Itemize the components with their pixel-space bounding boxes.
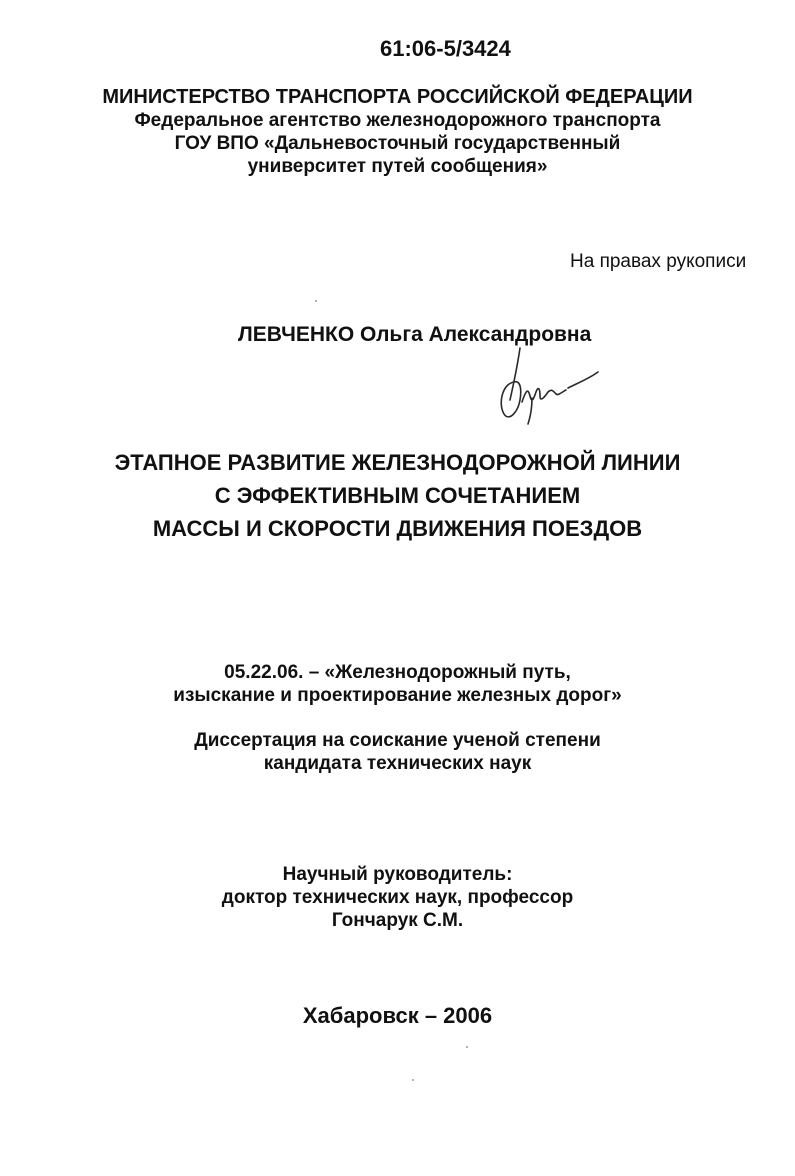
dissertation-title-line2: С ЭФФЕКТИВНЫМ СОЧЕТАНИЕМ — [214, 483, 581, 508]
author-name: ЛЕВЧЕНКО Ольга Александровна — [238, 323, 592, 346]
degree-line1: Диссертация на соискание ученой степени — [194, 730, 601, 751]
ministry-name: МИНИСТЕРСТВО ТРАНСПОРТА РОССИЙСКОЙ ФЕДЕРАЦИИ — [102, 86, 693, 108]
scan-speck — [315, 300, 317, 302]
registry-number: 61:06-5/3424 — [380, 36, 511, 61]
supervisor-name: Гончарук С.М. — [331, 910, 464, 931]
dissertation-title-line3: МАССЫ И СКОРОСТИ ДВИЖЕНИЯ ПОЕЗДОВ — [152, 516, 643, 541]
scan-speck — [412, 1079, 414, 1081]
supervisor-label: Научный руководитель: — [282, 864, 513, 885]
agency-name: Федеральное агентство железнодорожного транспорта — [134, 110, 661, 131]
specialty-code-line1: 05.22.06. – «Железнодорожный путь, — [224, 662, 571, 683]
university-name-line2: университет путей сообщения» — [247, 156, 548, 177]
university-name-line1: ГОУ ВПО «Дальневосточный государственный — [174, 133, 621, 154]
dissertation-title-line1: ЭТАПНОЕ РАЗВИТИЕ ЖЕЛЕЗНОДОРОЖНОЙ ЛИНИИ — [114, 450, 681, 475]
supervisor-degree: доктор технических наук, профессор — [221, 887, 574, 908]
degree-line2: кандидата технических наук — [263, 753, 532, 774]
city-and-year: Хабаровск – 2006 — [302, 1003, 493, 1028]
handwritten-signature — [492, 342, 602, 427]
scan-speck — [466, 1046, 468, 1048]
specialty-code-line2: изыскание и проектирование железных дорог» — [173, 685, 622, 706]
manuscript-rights-note: На правах рукописи — [570, 251, 747, 272]
